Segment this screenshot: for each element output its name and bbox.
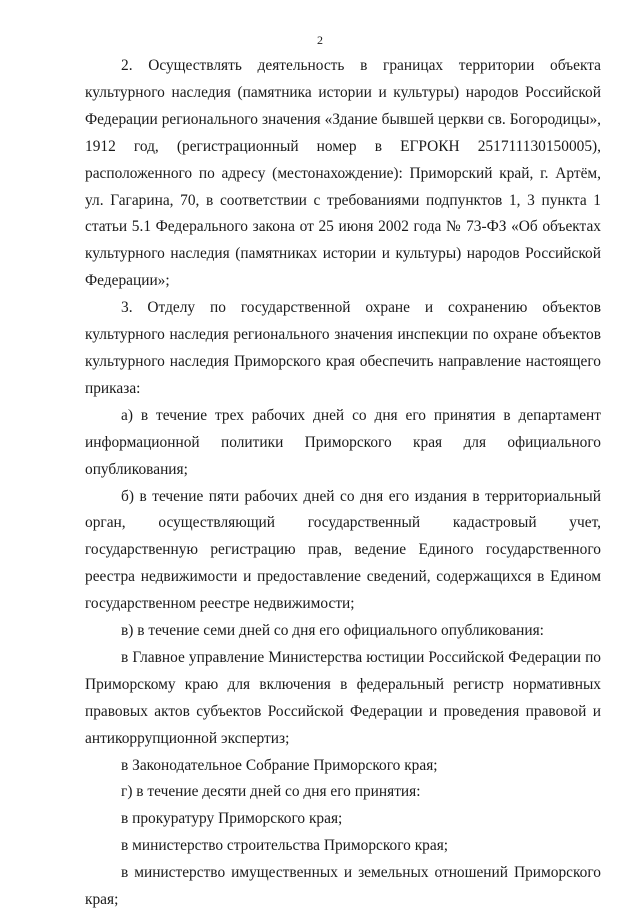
document-body (85, 53, 601, 914)
recipient-prosecutor: в прокуратуру Приморского края; (121, 810, 343, 828)
subparagraph-v: в) в течение семи дней со дня его официального опубликования: (121, 622, 544, 640)
paragraph-item-2: 2. Осуществлять деятельность в границах территории объекта культурного наследия (памятника истории и культуры) народов Российской Федерации регионального значения «Здание бывшей церкви св. Богородицы», 1912 год, (регистрационный номер в ЕГРОКН 251711130150005), расположенного по адресу (местонахождение): Приморский край, г. Артём, ул. Гагарина, 70, в соответствии с требованиями подпунктов 1, 3 пункта 1 статьи 5.1 Федерального закона от 25 июня 2002 года № 73-ФЗ «Об объектах культурного наследия (памятниках истории и культуры) народов Российской Федерации»; (85, 57, 601, 290)
paragraph-item-3: 3. Отделу по государственной охране и сохранению объектов культурного наследия регионального значения инспекции по охране объектов культурного наследия Приморского края обеспечить направление настоящего приказа: (85, 299, 601, 397)
recipient-construction-ministry: в министерство строительства Приморского края; (121, 837, 449, 855)
subparagraph-g: г) в течение десяти дней со дня его принятия: (121, 783, 421, 801)
page-number: 2 (317, 33, 323, 47)
recipient-property-ministry: в министерство имущественных и земельных отношений Приморского края; (85, 864, 601, 909)
subparagraph-a: а) в течение трех рабочих дней со дня его принятия в департамент информационной политики Приморского края для официального опубликования; (85, 406, 601, 478)
recipient-legislative-assembly: в Законодательное Собрание Приморского края; (121, 756, 438, 774)
recipient-ministry-of-justice: в Главное управление Министерства юстиции Российской Федерации по Приморскому краю для включения в федеральный регистр нормативных правовых актов субъектов Российской Федерации и проведения правовой и антикоррупционной экспертиз; (85, 648, 601, 747)
subparagraph-b: б) в течение пяти рабочих дней со дня его издания в территориальный орган, осуществляющий государственный кадастровый учет, государственную регистрацию прав, ведение Единого государственного реестра недвижимости и предоставление сведений, содержащихся в Едином государственном реестре недвижимости; (85, 487, 601, 613)
